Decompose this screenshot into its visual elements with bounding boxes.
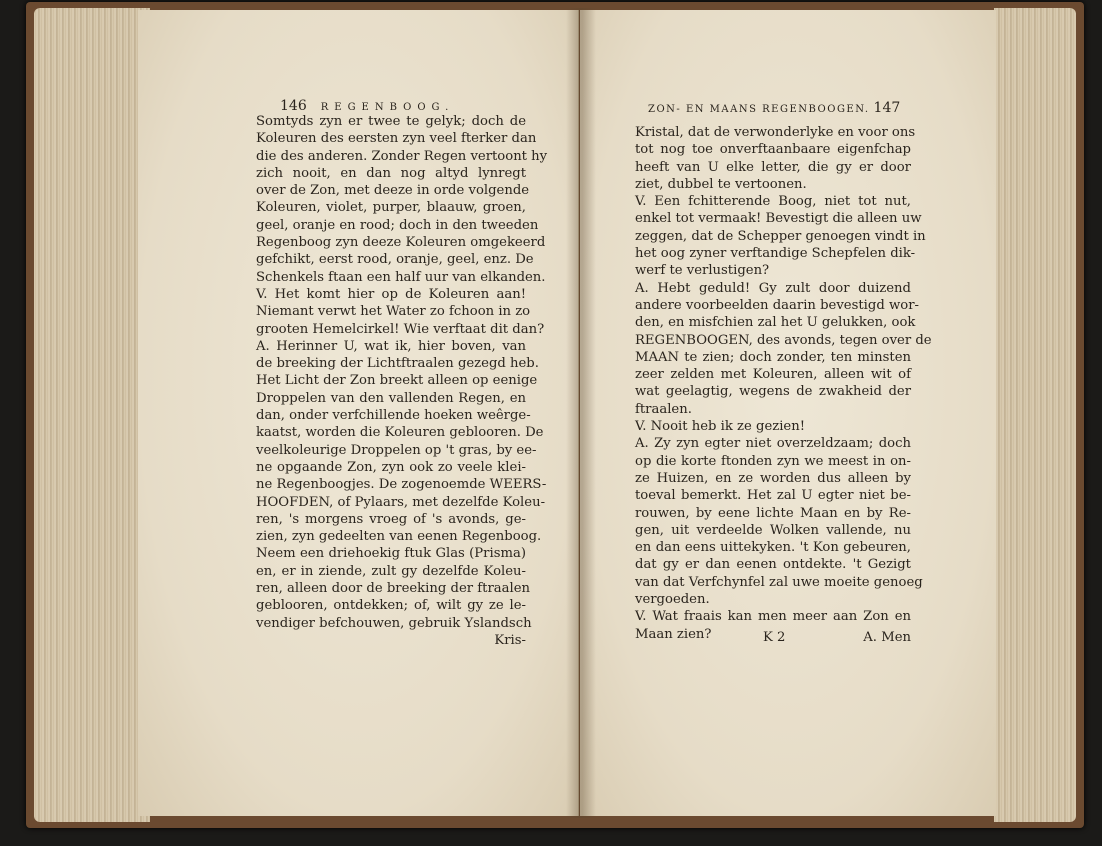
text-line: van dat Verfchynfel zal uwe moeite genoeg xyxy=(635,574,923,590)
text-line: Niemant verwt het Water zo fchoon in zo xyxy=(256,304,531,320)
text-line: A. Zy zyn egter niet overzeldzaam; doch xyxy=(635,436,911,452)
text-line: over de Zon, met deeze in orde volgende xyxy=(256,183,530,199)
running-head-title: ZON- EN MAANS REGENBOOGEN. xyxy=(648,104,870,115)
text-line: MAAN te zien; doch zonder, ten minsten xyxy=(635,349,911,365)
text-line: veelkoleurige Droppelen op 't gras, by ee- xyxy=(256,442,537,458)
text-line: V. Wat fraais kan men meer aan Zon en xyxy=(635,609,911,625)
text-line: ze Huizen, en ze worden dus alleen by xyxy=(635,470,911,486)
text-line: het oog zyner verftandige Schepfelen dik- xyxy=(635,246,916,262)
text-line: geel, oranje en rood; doch in den tweeden xyxy=(256,217,539,233)
text-line: toeval bemerkt. Het zal U egter niet be- xyxy=(635,488,911,504)
text-line: V. Het komt hier op de Koleuren aan! xyxy=(256,286,526,302)
text-line: die des anderen. Zonder Regen vertoont hy xyxy=(256,148,548,164)
text-line: ren, alleen door de breeking der ftraalen xyxy=(256,581,530,597)
page-edges-left xyxy=(34,8,150,822)
text-line: zien, zyn gedeelten van eenen Regenboog. xyxy=(256,529,542,545)
right-running-head xyxy=(648,100,912,116)
left-running-head xyxy=(280,98,598,114)
text-line: Koleuren des eersten zyn veel fterker dan xyxy=(256,131,537,147)
text-line: de breeking der Lichtftraalen gezegd heb. xyxy=(256,356,539,372)
text-line: heeft van U elke letter, die gy er door xyxy=(635,159,911,175)
text-line: wat geelagtig, wegens de zwakheid der xyxy=(635,384,911,400)
text-line: vendiger befchouwen, gebruik Yslandsch xyxy=(256,615,532,631)
text-line: Koleuren, violet, purper, blaauw, groen, xyxy=(256,200,526,216)
text-line: op die korte ftonden zyn we meest in on- xyxy=(635,453,911,469)
text-line: zeggen, dat de Schepper genoegen vindt in xyxy=(635,228,926,244)
text-line: en, er in ziende, zult gy dezelfde Koleu- xyxy=(256,563,526,579)
text-line: werf te verlustigen? xyxy=(635,263,770,279)
text-line: ne Regenboogjes. De zogenoemde WEERS- xyxy=(256,477,547,493)
text-line: tot nog toe onverftaanbaare eigenfchap xyxy=(635,142,911,158)
text-line: gen, uit verdeelde Wolken vallende, nu xyxy=(635,522,911,538)
text-line: Droppelen van den vallenden Regen, en xyxy=(256,390,526,406)
signature-mark: K 2 xyxy=(763,630,786,645)
text-line: zeer zelden met Koleuren, alleen wit of xyxy=(635,367,911,383)
left-body-text xyxy=(256,113,548,649)
text-line: dan, onder verfchillende hoeken weêrge- xyxy=(256,408,531,424)
text-line: ne opgaande Zon, zyn ook zo veele klei- xyxy=(256,459,526,475)
text-line: dat gy er dan eenen ontdekte. 't Gezigt xyxy=(635,557,911,573)
text-line: grooten Hemelcirkel! Wie verftaat dit dan? xyxy=(256,321,545,337)
catchword: Kris- xyxy=(494,632,526,648)
text-line: Somtyds zyn er twee te gelyk; doch de xyxy=(256,114,526,129)
text-line: Kristal, dat de verwonderlyke en voor ons xyxy=(635,125,916,140)
page-number: 147 xyxy=(873,100,901,116)
text-line: vergoeden. xyxy=(635,592,710,608)
text-line: enkel tot vermaak! Bevestigt die alleen uw xyxy=(635,211,922,227)
text-line: andere voorbeelden daarin bevestigd wor- xyxy=(635,297,919,313)
text-line: gefchikt, eerst rood, oranje, geel, enz. De xyxy=(256,252,534,268)
text-line: kaatst, worden die Koleuren geblooren. De xyxy=(256,425,544,441)
text-line: V. Nooit heb ik ze gezien! xyxy=(635,419,806,435)
text-line: ren, 's morgens vroeg of 's avonds, ge- xyxy=(256,511,526,527)
text-line: ziet, dubbel te vertoonen. xyxy=(635,176,807,192)
text-line: Maan zien? xyxy=(635,626,712,642)
text-line: Neem een driehoekig ftuk Glas (Prisma) xyxy=(256,546,526,562)
text-line: den, en misfchien zal het U gelukken, ook xyxy=(635,315,916,331)
text-line: HOOFDEN, of Pylaars, met dezelfde Koleu- xyxy=(256,494,546,510)
text-line: geblooren, ontdekken; of, wilt gy ze le- xyxy=(256,598,526,614)
text-line: en dan eens uittekyken. 't Kon gebeuren, xyxy=(635,540,911,556)
open-book xyxy=(26,2,1084,828)
text-line: REGENBOOGEN, des avonds, tegen over de xyxy=(635,332,932,348)
running-head-title: REGENBOOG. xyxy=(320,102,455,113)
text-line: Regenboog zyn deeze Koleuren omgekeerd xyxy=(256,235,546,251)
catchword: A. Men xyxy=(863,630,911,645)
text-line: ftraalen. xyxy=(635,401,692,417)
page-edges-right xyxy=(994,8,1076,822)
text-line: zich nooit, en dan nog altyd lynregt xyxy=(256,165,526,181)
right-page xyxy=(580,10,996,816)
page-number: 146 xyxy=(280,98,307,114)
text-line: V. Een fchitterende Boog, niet tot nut, xyxy=(635,194,911,210)
text-line: Schenkels ftaan een half uur van elkanden. xyxy=(256,269,546,285)
text-line: rouwen, by eene lichte Maan en by Re- xyxy=(635,505,911,521)
text-line: A. Hebt geduld! Gy zult door duizend xyxy=(635,280,911,296)
text-line: Het Licht der Zon breekt alleen op eenige xyxy=(256,373,538,389)
text-line: A. Herinner U, wat ik, hier boven, van xyxy=(256,338,526,354)
right-body-text xyxy=(635,124,932,643)
